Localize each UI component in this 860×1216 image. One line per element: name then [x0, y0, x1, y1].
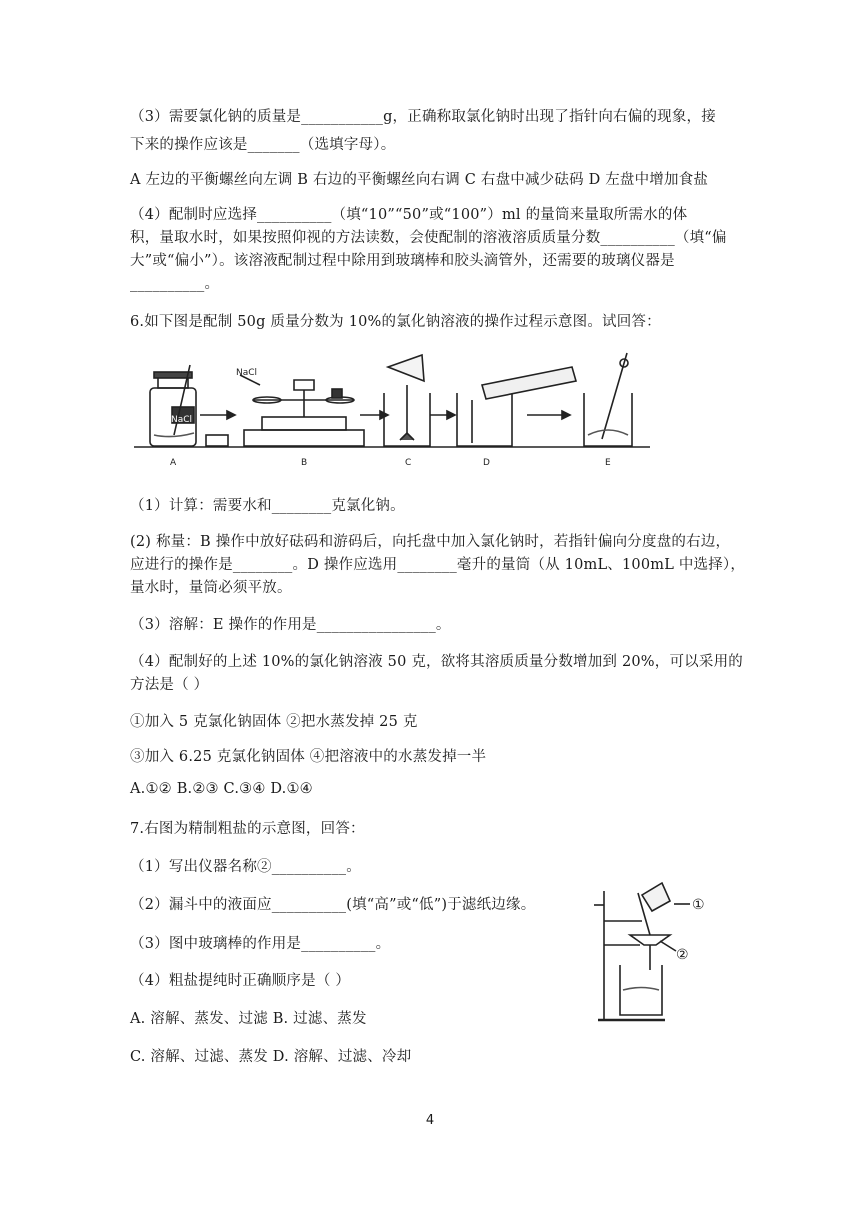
reagent-bottle-icon — [150, 365, 196, 446]
q6-part3: （3）溶解：E 操作的作用是________________。 — [130, 617, 451, 633]
figure-label-b: B — [301, 458, 308, 468]
q5-part4-line4: __________。 — [130, 276, 220, 292]
q6-part4-line2: 方法是（ ） — [130, 677, 209, 693]
q6-stem: 6.如下图是配制 50g 质量分数为 10%的氯化钠溶液的操作过程示意图。试回答： — [130, 314, 661, 330]
q7-part1: （1）写出仪器名称②__________。 — [130, 859, 361, 875]
receiving-beaker-icon — [620, 965, 662, 1015]
q6-part1: （1）计算：需要水和________克氯化钠。 — [130, 498, 405, 514]
marker-2: ② — [676, 947, 689, 963]
q7-option-row1: A. 溶解、蒸发、过滤 B. 过滤、蒸发 — [130, 1011, 367, 1027]
q7-part2: （2）漏斗中的液面应__________(填“高”或“低”)于滤纸边缘。 — [130, 897, 536, 913]
balance-icon — [240, 375, 364, 446]
q6-answer-choices: A.①② B.②③ C.③④ D.①④ — [130, 781, 313, 797]
beaker-d-icon — [457, 367, 576, 446]
q5-part3-line2: 下来的操作应该是_______（选填字母）。 — [130, 137, 396, 153]
weighing-dish-icon — [206, 435, 228, 446]
figure-label-c: C — [405, 458, 412, 468]
q7-part4: （4）粗盐提纯时正确顺序是（ ） — [130, 973, 351, 989]
figure-label-e: E — [605, 458, 611, 468]
marker-1: ① — [692, 897, 705, 913]
beaker-c-icon — [384, 355, 430, 446]
pouring-beaker-icon — [642, 883, 670, 911]
q6-part2-line2: 应进行的操作是________。D 操作应选用________毫升的量筒（从 10mL、100mL 中选择）， — [130, 557, 746, 573]
q6-option-row1: ①加入 5 克氯化钠固体 ②把水蒸发掉 25 克 — [130, 714, 418, 730]
q5-part4-line1: （4）配制时应选择__________（填“10”“50”或“100”）ml 的量筒来量取所需水的体 — [130, 207, 688, 223]
bottle-label: NaCl — [171, 415, 193, 425]
q5-part3-line1: （3）需要氯化钠的质量是___________g，正确称取氯化钠时出现了指针向右偏的现象，接 — [130, 109, 716, 125]
q7-part3: （3）图中玻璃棒的作用是__________。 — [130, 936, 391, 952]
q5-part4-line2: 积，量取水时，如果按照仰视的方法读数，会使配制的溶液溶质质量分数__________（填“偏 — [130, 230, 727, 246]
solution-preparation-figure — [132, 345, 652, 470]
q5-part3-options: A 左边的平衡螺丝向左调 B 右边的平衡螺丝向右调 C 右盘中减少砝码 D 左盘中增加食盐 — [130, 172, 709, 188]
q6-option-row2: ③加入 6.25 克氯化钠固体 ④把溶液中的水蒸发掉一半 — [130, 749, 487, 765]
figure-label-d: D — [483, 458, 490, 468]
q7-stem: 7.右图为精制粗盐的示意图，回答： — [130, 821, 365, 837]
beaker-e-icon — [584, 353, 632, 446]
q6-part4-line1: （4）配制好的上述 10%的氯化钠溶液 50 克，欲将其溶质质量分数增加到 20%，可以采用的 — [130, 654, 743, 670]
q5-part4-line3: 大”或“偏小”）。该溶液配制过程中除用到玻璃棒和胶头滴管外，还需要的玻璃仪器是 — [130, 253, 675, 269]
page-number: 4 — [425, 1113, 435, 1128]
q6-part2-line1: (2) 称量：B 操作中放好砝码和游码后，向托盘中加入氯化钠时，若指针偏向分度盘的右边， — [130, 534, 731, 550]
figure-label-a: A — [170, 458, 177, 468]
reagent-label: NaCl — [236, 368, 258, 378]
q7-option-row2: C. 溶解、过滤、蒸发 D. 溶解、过滤、冷却 — [130, 1049, 412, 1065]
q6-part2-line3: 量水时，量筒必须平放。 — [130, 580, 292, 596]
filtration-figure — [590, 875, 730, 1030]
